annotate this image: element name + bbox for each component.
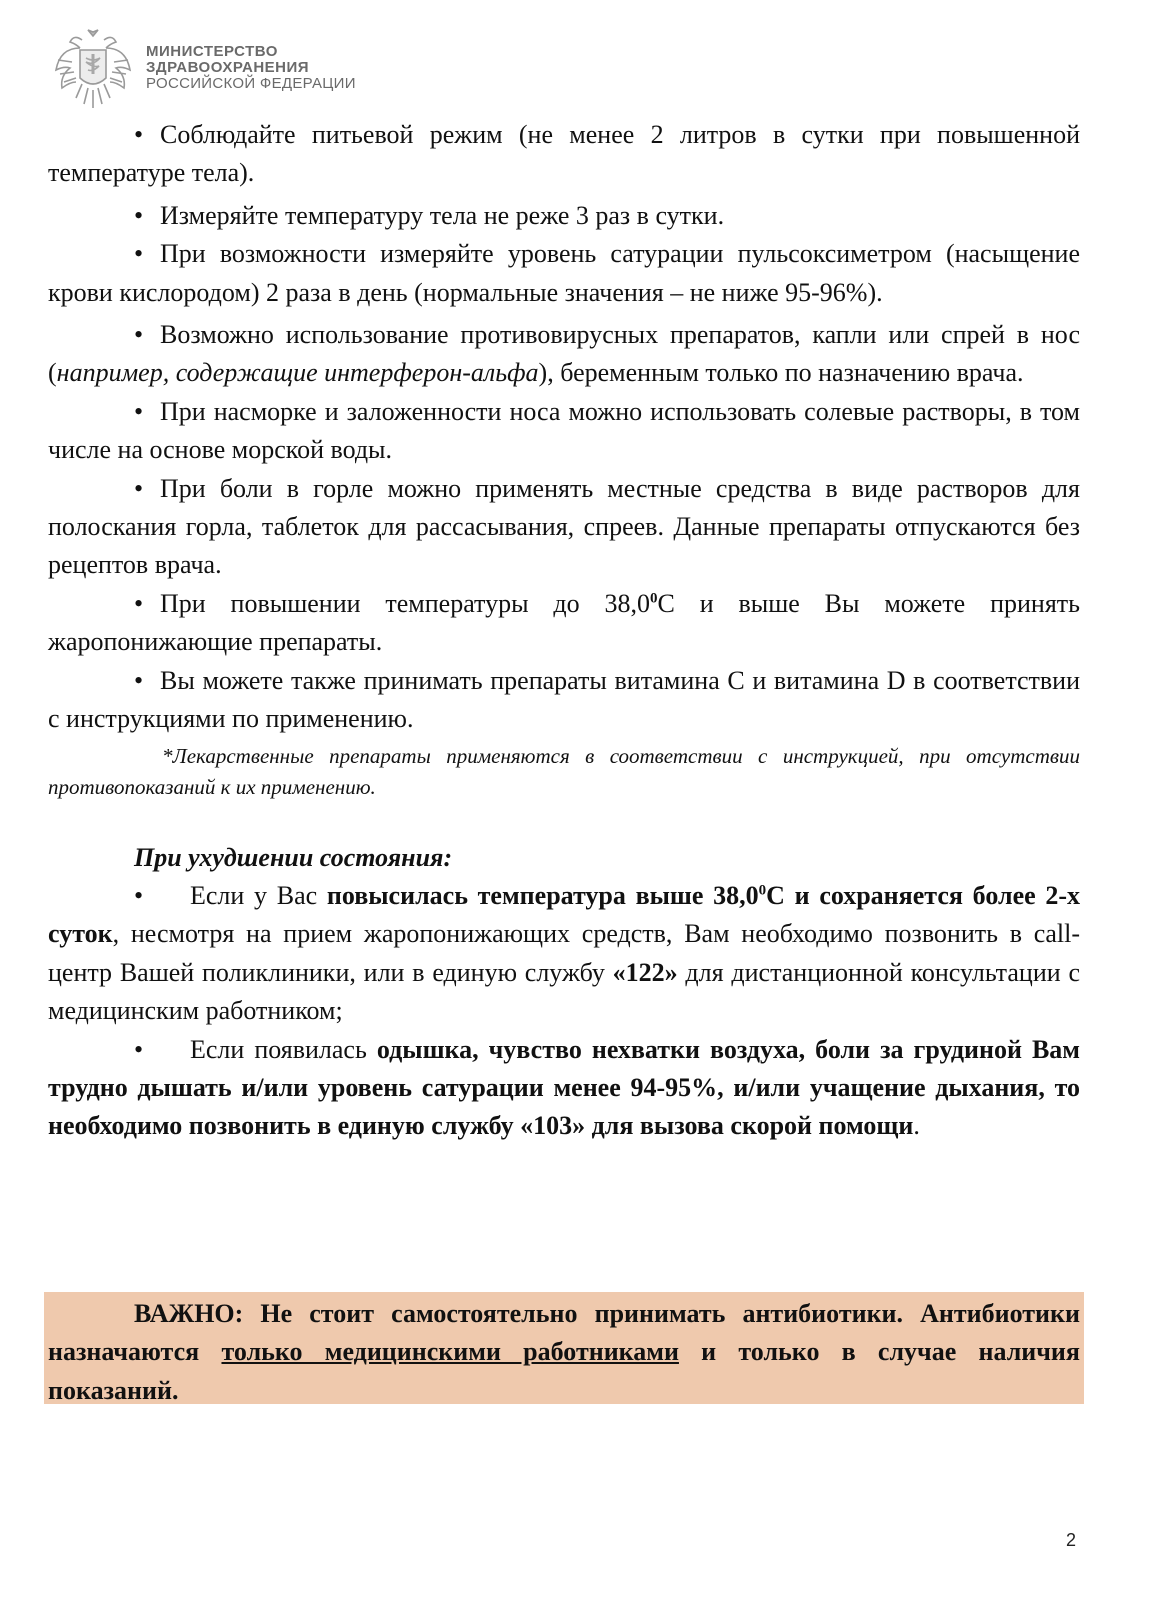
bullet-icon: • bbox=[134, 396, 144, 426]
list-item-breathing: • Если появилась одышка, чувство нехватки воздуха, боли за грудиной Вам трудно дышать и/или уровень сатурации менее 94-95%, и/или учащение дыхания, то необходимо позвонить в единую службу «103» для вызова скорой помощи. bbox=[48, 1031, 1080, 1146]
list-item-saturation: • При возможности измеряйте уровень сатурации пульсоксиметром (насыщение крови кислородом) 2 раза в день (нормальные значения – не ниже 95-96%). bbox=[48, 235, 1080, 312]
list-item-antiviral: • Возможно использование противовирусных препаратов, капли или спрей в нос (например, содержащие интерферон-альфа), беременным только по назначению врача. bbox=[48, 316, 1080, 393]
list-item-fever: • При повышении температуры до 38,0$^0$С и выше Вы можете принять жаропонижающие препараты. bbox=[48, 585, 1080, 662]
list-item-temperature: • Измеряйте температуру тела не реже 3 раз в сутки. bbox=[48, 197, 1080, 235]
list-item-saline: • При насморке и заложенности носа можно использовать солевые растворы, в том числе на основе морской воды. bbox=[48, 393, 1080, 470]
ministry-name-line1: МИНИСТЕРСТВО bbox=[146, 43, 278, 60]
ministry-name bbox=[146, 44, 356, 92]
bullet-icon: • bbox=[134, 880, 144, 910]
important-notice-box bbox=[44, 1292, 1084, 1404]
bullet-icon: • bbox=[134, 120, 144, 149]
bullet-icon: • bbox=[134, 320, 144, 350]
list-item-vitamins: • Вы можете также принимать препараты витамина С и витамина D в соответствии с инструкциями по применению. bbox=[48, 662, 1080, 739]
double-headed-eagle-emblem-icon bbox=[52, 26, 134, 112]
ministry-name-line3: РОССИЙСКОЙ ФЕДЕРАЦИИ bbox=[146, 75, 356, 92]
list-item-high-fever: • Если у Вас повысилась температура выше 38,0$^0$С и сохраняется более 2-х суток, несмотря на прием жаропонижающих средств, Вам необходимо позвонить в call-центр Вашей поликлиники, или в единую службу «122» для дистанционной консультации с медицинским работником; bbox=[48, 877, 1080, 1031]
list-item-throat: • При боли в горле можно применять местные средства в виде растворов для полоскания горла, таблеток для рассасывания, спреев. Данные препараты отпускаются без рецептов врача. bbox=[48, 470, 1080, 585]
bullet-icon: • bbox=[134, 588, 144, 618]
document-body bbox=[48, 116, 1080, 1146]
bullet-icon: • bbox=[134, 200, 144, 230]
important-notice-text: ВАЖНО: Не стоит самостоятельно принимать антибиотики. Антибиотики назначаются только медицинскими работниками и только в случае наличия показаний. bbox=[48, 1299, 1080, 1405]
bullet-icon: • bbox=[134, 1034, 144, 1064]
page-number: 2 bbox=[1066, 1530, 1077, 1550]
footnote: *Лекарственные препараты применяются в соответствии с инструкцией, при отсутствии противопоказаний к их применению. bbox=[48, 743, 1080, 799]
ministry-name-line2: ЗДРАВООХРАНЕНИЯ bbox=[146, 59, 310, 76]
bullet-icon: • bbox=[134, 473, 144, 503]
list-item-drinking: • Соблюдайте питьевой режим (не менее 2 литров в сутки при повышенной температуре тела). bbox=[48, 116, 1080, 193]
section-heading-worsening: При ухудшении состояния: bbox=[134, 842, 453, 872]
bullet-icon: • bbox=[134, 239, 144, 269]
bullet-icon: • bbox=[134, 665, 144, 695]
ministry-header bbox=[52, 26, 472, 116]
